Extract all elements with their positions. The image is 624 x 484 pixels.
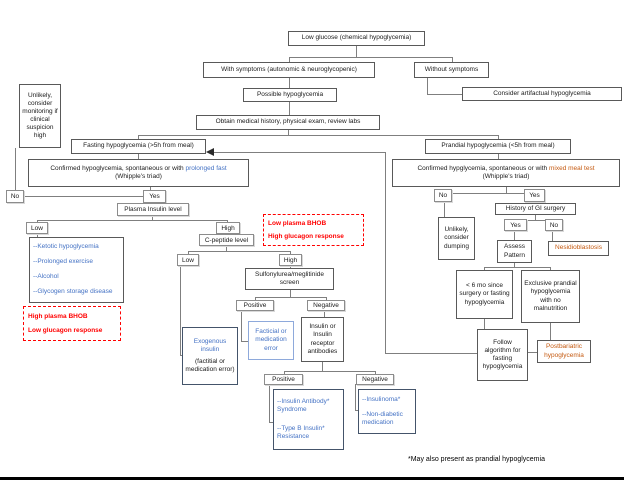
bottom-divider [0, 477, 624, 480]
tag-yes-gi-surgery [504, 219, 527, 231]
tag-low-insulin [26, 222, 48, 234]
node-confirmed-fasting [28, 159, 249, 187]
connector-line [514, 231, 515, 240]
node-fasting-hypoglycemia [71, 139, 206, 154]
connector-line [289, 57, 453, 58]
node-label: Plasma Insulin level [124, 206, 182, 213]
tag-negative-sulfonylurea [307, 300, 345, 311]
tag-label: Yes [510, 221, 521, 229]
node-label: Exclusive prandial hypoglycemia with no malnutrition [524, 280, 577, 312]
node-line2: (Whipple's triad) [482, 173, 530, 180]
note-line: Low glucagon response [28, 327, 103, 335]
connector-line [484, 267, 551, 268]
tag-label: Low [182, 256, 194, 264]
connector-line [269, 385, 270, 422]
connector-line [15, 148, 16, 196]
tag-label: Low [31, 224, 43, 232]
node-insulin-antibodies [301, 317, 344, 362]
node-possible-hypoglycemia [243, 88, 337, 102]
connector-line [180, 265, 181, 356]
note-high-bhob [23, 306, 121, 341]
node-label: Fasting hypoglycemia (>5h from meal) [83, 142, 194, 150]
node-text: Confirmed hypoglycemia, spontaneous or with [50, 164, 186, 172]
node-label: Insulin or Insulin receptor antibodies [307, 323, 338, 355]
node-consider-artifactual [462, 87, 622, 101]
node-sulfonylurea-screen [245, 268, 334, 290]
connector-line [552, 231, 553, 241]
tag-label: Positive [272, 376, 295, 383]
tag-label: No [438, 192, 448, 199]
tag-label: Yes [529, 192, 540, 199]
node-line1 [50, 165, 226, 173]
node-obtain-history [196, 115, 380, 130]
tag-high-insulin [216, 222, 240, 234]
connector-line [427, 78, 428, 94]
node-label: Postbariatric hypoglycemia [544, 343, 584, 359]
tag-label: No [10, 193, 20, 200]
highlighted-term: mixed meal test [548, 164, 595, 172]
note-low-bhob [263, 214, 364, 246]
connector-line [427, 94, 462, 95]
connector-line [255, 297, 327, 298]
cause-item: --Non-diabetic medication [362, 411, 403, 427]
footnote: *May also present as prandial hypoglycemia [408, 456, 545, 463]
node-label: Consider artifactual hypoglycemia [493, 89, 591, 97]
cause-item: --Insulinoma* [362, 395, 401, 403]
node-plasma-insulin [117, 203, 189, 216]
note-line: High plasma BHOB [28, 312, 88, 320]
node-prandial-hypoglycemia [425, 139, 571, 154]
connector-line [289, 78, 290, 88]
cause-item: --Ketotic hypoglycemia [33, 243, 99, 251]
node-six-months [456, 270, 513, 319]
node-label: Without symptoms [424, 65, 479, 73]
node-unlikely-dumping [438, 217, 475, 260]
tag-high-cpeptide [279, 254, 302, 266]
node-label: Facticial or medication error [255, 328, 287, 352]
node-line2: (factitial or medication error) [185, 357, 235, 373]
node-with-symptoms [203, 62, 375, 78]
node-label: Prandial hypoglycemia (<5h from meal) [441, 142, 555, 150]
note-line: High glucagon response [268, 233, 344, 240]
connector-line [284, 371, 376, 372]
connector-line [212, 152, 386, 153]
note-line: Low plasma BHOB [268, 220, 327, 227]
connector-line [241, 311, 242, 342]
tag-yes-prandial [524, 189, 545, 202]
connector-line [138, 135, 498, 136]
node-facticial-error [248, 321, 294, 360]
tag-label: High [283, 256, 298, 264]
node-label: Low glucose (chemical hypoglycemia) [301, 34, 412, 42]
tag-label: Negative [313, 302, 339, 309]
arrowhead-icon [206, 148, 214, 156]
tag-low-cpeptide [177, 254, 199, 266]
node-low-glucose [288, 31, 425, 46]
node-label: Sulfonylurea/meglitinide screen [254, 270, 324, 286]
node-unlikely-monitoring [19, 84, 61, 148]
node-text: Confirmed hypglycemia, spontaneous or with [417, 164, 549, 172]
tag-label: Positive [243, 302, 267, 309]
node-line1 [417, 165, 594, 173]
cause-item: --Insulin Antibody* Syndrome [277, 397, 330, 413]
node-insulin-low-causes [29, 237, 124, 303]
node-nesidioblastosis [548, 241, 609, 256]
node-line2: (Whipple's triad) [115, 173, 162, 180]
tag-positive-antibodies [264, 374, 303, 385]
connector-line [385, 353, 477, 354]
node-follow-algorithm [477, 329, 528, 381]
tag-no-gi-surgery [545, 219, 563, 231]
node-label: Follow algorithm for fasting hypoglycemia [482, 338, 523, 371]
tag-negative-antibodies [356, 374, 394, 385]
cause-item: --Alcohol [33, 273, 59, 281]
node-label: With symptoms (autonomic & neuroglycopenic) [221, 65, 357, 73]
node-label: Obtain medical history, physical exam, review labs [215, 118, 361, 126]
tag-label: Negative [362, 376, 388, 383]
node-label: < 6 mo since surgery or fasting hypoglycemia [459, 282, 510, 306]
node-antibody-negative-causes [358, 389, 416, 434]
tag-yes-fasting [143, 190, 166, 203]
connector-line [385, 152, 386, 354]
node-label: Unlikely, consider dumping [444, 226, 469, 250]
connector-line [550, 323, 551, 341]
node-label: Assess Pattern [504, 243, 525, 259]
tag-label: No [549, 221, 559, 229]
node-label: History of GI surgery [505, 204, 566, 212]
node-label: Possible hypoglycemia [256, 90, 324, 98]
tag-label: Yes [149, 193, 160, 200]
node-assess-pattern [497, 240, 532, 263]
connector-line [289, 102, 290, 115]
node-history-gi-surgery [495, 203, 576, 215]
connector-line [188, 251, 291, 252]
node-exogenous-insulin [182, 327, 238, 385]
node-c-peptide [199, 234, 254, 246]
connector-line [444, 193, 535, 194]
cause-item: --Glycogen storage disease [33, 288, 113, 296]
tag-no-fasting [6, 190, 24, 203]
node-label: C-peptide level [204, 236, 249, 244]
tag-positive-sulfonylurea [236, 300, 274, 311]
node-line1: Exogenous insulin [193, 338, 227, 354]
cause-item: --Prolonged exercise [33, 258, 93, 266]
node-antibody-positive-causes [273, 389, 344, 450]
cause-item: --Type B Insulin* Resistance [277, 425, 325, 441]
connector-line [355, 384, 356, 411]
node-without-symptoms [414, 62, 489, 78]
connector-line [356, 46, 357, 57]
tag-no-prandial [434, 189, 452, 202]
connector-line [37, 220, 228, 221]
tag-label: High [221, 224, 235, 232]
node-label: Unlikely, consider monitoring if clinical suspicion high [22, 91, 58, 140]
node-label: Nesidioblastosis [555, 244, 602, 252]
node-postbariatric [537, 340, 591, 363]
node-exclusive-prandial [521, 270, 580, 323]
connector-line [15, 196, 150, 197]
highlighted-term: prolonged fast [185, 164, 227, 172]
node-confirmed-prandial [392, 159, 620, 187]
